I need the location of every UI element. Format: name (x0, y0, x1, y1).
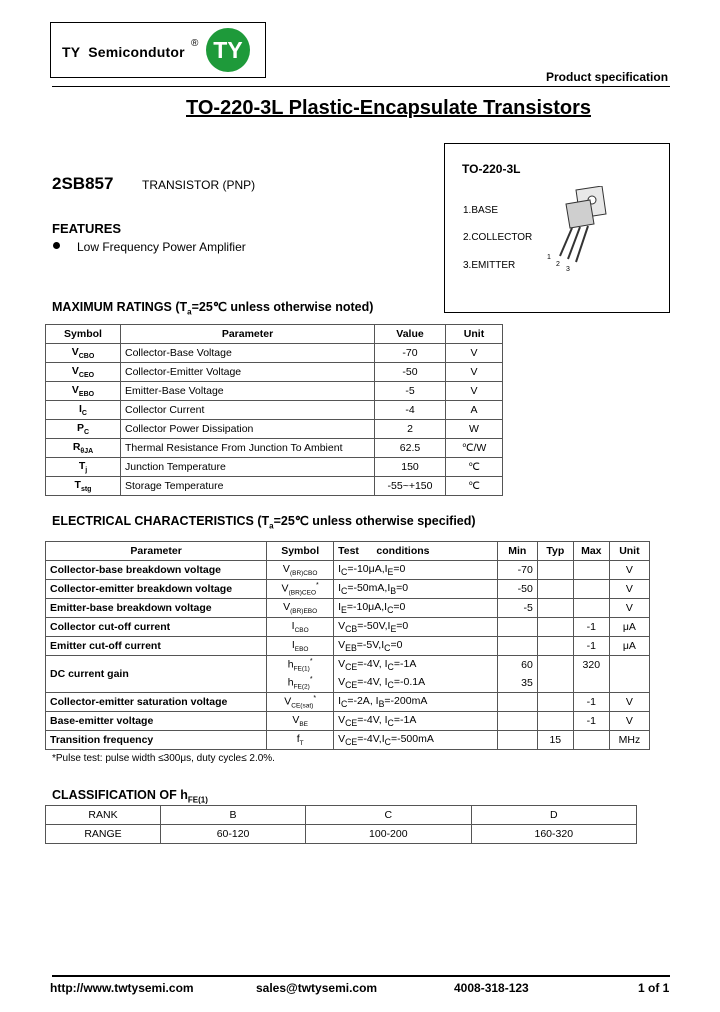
bullet-icon (53, 242, 60, 249)
col-symbol: Symbol (267, 542, 334, 561)
symbol-cell: $V_{CE(sat)}^*$ (267, 693, 334, 712)
table-row (46, 458, 503, 477)
unit-cell: V (609, 599, 649, 618)
unit-cell: μA (609, 637, 649, 656)
parameter-cell: Collector Power Dissipation (121, 420, 375, 439)
condition-cell: $I_C=-2A$, $I_B=-200mA$ (334, 693, 498, 712)
range-b: 60-120 (161, 825, 306, 844)
page-title: TO-220-3L Plastic-Encapsulate Transistors (186, 97, 591, 119)
col-max: Max (573, 542, 609, 561)
col-symbol: Symbol (46, 325, 121, 344)
col-parameter: Parameter (121, 325, 375, 344)
value-cell: -55~+150 (375, 477, 446, 496)
phone-number: 4008-318-123 (454, 981, 529, 995)
email-link[interactable]: sales@twtysemi.com (256, 981, 378, 995)
unit-cell: V (609, 712, 649, 731)
typ-cell (537, 561, 573, 580)
unit-cell: V (446, 363, 503, 382)
table-row (46, 401, 503, 420)
symbol-cell: $T_j$ (46, 458, 121, 477)
range-d: 160-320 (471, 825, 636, 844)
parameter-cell: Collector-Base Voltage (121, 344, 375, 363)
condition-cell: $V_{CE}=-4V$, $I_C=-0.1A$ (334, 674, 498, 693)
min-cell (497, 731, 537, 750)
unit-cell: W (446, 420, 503, 439)
table-row (46, 599, 650, 618)
symbol-cell: $I_C$ (46, 401, 121, 420)
company-name: TY Semicondutor (62, 44, 185, 60)
condition-cell: $I_C=-50mA,I_B=0$ (334, 580, 498, 599)
col-value: Value (375, 325, 446, 344)
value-cell: -4 (375, 401, 446, 420)
pin-3-label: 3.EMITTER (463, 260, 516, 271)
symbol-cell: $I_{CBO}$ (267, 618, 334, 637)
table-row (46, 656, 650, 675)
min-cell: 60 (497, 656, 537, 675)
unit-cell: V (446, 344, 503, 363)
table-row (46, 420, 503, 439)
table-row (46, 693, 650, 712)
features-heading: FEATURES (52, 221, 122, 236)
min-cell (497, 637, 537, 656)
symbol-cell: $V_{BE}$ (267, 712, 334, 731)
range-label: RANGE (46, 825, 161, 844)
parameter-cell: Storage Temperature (121, 477, 375, 496)
table-row (46, 637, 650, 656)
pin-number-2: 2 (556, 261, 560, 268)
package-name: TO-220-3L (462, 162, 521, 176)
footer-divider (52, 975, 670, 977)
table-row (46, 477, 503, 496)
parameter-cell: Emitter cut-off current (46, 637, 267, 656)
part-type: TRANSISTOR (PNP) (142, 178, 256, 192)
min-cell (497, 712, 537, 731)
parameter-cell: Collector-emitter saturation voltage (46, 693, 267, 712)
table-row (46, 731, 650, 750)
parameter-cell: Collector-base breakdown voltage (46, 561, 267, 580)
typ-cell (537, 656, 573, 693)
symbol-cell: $P_C$ (46, 420, 121, 439)
pin-1-label: 1.BASE (463, 205, 499, 216)
max-cell: -1 (573, 712, 609, 731)
symbol-cell: $T_{stg}$ (46, 477, 121, 496)
unit-cell: MHz (609, 731, 649, 750)
pulse-test-note: *Pulse test: pulse width ≤300μs, duty cycle≤ 2.0%. (52, 753, 275, 764)
table-row (46, 439, 503, 458)
rank-label: RANK (46, 806, 161, 825)
table-row (46, 344, 503, 363)
symbol-cell: $R_{\theta JA}$ (46, 439, 121, 458)
electrical-heading: ELECTRICAL CHARACTERISTICS ($T_a=25℃$ unless otherwise specified) (52, 514, 476, 531)
typ-cell (537, 618, 573, 637)
symbol-cell: $V_{(BR)CEO}^*$ (267, 580, 334, 599)
max-cell: -1 (573, 618, 609, 637)
rank-b: B (161, 806, 306, 825)
parameter-cell: Junction Temperature (121, 458, 375, 477)
rank-d: D (471, 806, 636, 825)
unit-cell: V (609, 561, 649, 580)
condition-cell: $V_{CB}=-50V,I_E=0$ (334, 618, 498, 637)
unit-cell: ℃/W (446, 439, 503, 458)
typ-cell (537, 599, 573, 618)
parameter-cell: Collector-Emitter Voltage (121, 363, 375, 382)
symbol-cell: $V_{EBO}$ (46, 382, 121, 401)
unit-cell: V (609, 580, 649, 599)
symbol-cell: $I_{EBO}$ (267, 637, 334, 656)
unit-cell: ℃ (446, 477, 503, 496)
unit-cell: μA (609, 618, 649, 637)
min-cell (497, 618, 537, 637)
symbol-cell: $h_{FE(2)}^*$ (267, 674, 334, 693)
parameter-cell: Transition frequency (46, 731, 267, 750)
min-cell: -70 (497, 561, 537, 580)
col-min: Min (497, 542, 537, 561)
max-cell: -1 (573, 693, 609, 712)
pin-number-3: 3 (566, 266, 570, 273)
max-ratings-heading: MAXIMUM RATINGS ($T_a=25℃$ unless otherwise noted) (52, 300, 374, 317)
condition-cell: $V_{CE}=-4V$, $I_C=-1A$ (334, 712, 498, 731)
min-cell (497, 693, 537, 712)
electrical-table (45, 541, 650, 750)
page-number: 1 of 1 (638, 981, 670, 995)
to220-package-icon (540, 186, 620, 272)
col-parameter: Parameter (46, 542, 267, 561)
table-row (46, 712, 650, 731)
symbol-cell: $f_T$ (267, 731, 334, 750)
parameter-cell: Emitter-Base Voltage (121, 382, 375, 401)
part-number: 2SB857 (52, 174, 114, 193)
table-row (46, 363, 503, 382)
max-cell (573, 674, 609, 693)
website-link[interactable]: http://www.twtysemi.com (50, 981, 194, 995)
parameter-cell: Collector Current (121, 401, 375, 420)
condition-cell: $I_E=-10\mu A,I_C=0$ (334, 599, 498, 618)
max-cell (573, 731, 609, 750)
max-cell (573, 561, 609, 580)
condition-cell: $I_C=-10\mu A,I_E=0$ (334, 561, 498, 580)
logo-mark-text: TY (213, 37, 243, 63)
table-row (46, 561, 650, 580)
value-cell: -5 (375, 382, 446, 401)
value-cell: -50 (375, 363, 446, 382)
col-typ: Typ (537, 542, 573, 561)
value-cell: 2 (375, 420, 446, 439)
condition-cell: $V_{CE}=-4V$, $I_C=-1A$ (334, 656, 498, 675)
rank-c: C (306, 806, 471, 825)
unit-cell (609, 656, 649, 693)
parameter-cell: Collector cut-off current (46, 618, 267, 637)
min-cell: -5 (497, 599, 537, 618)
parameter-cell: Emitter-base breakdown voltage (46, 599, 267, 618)
max-ratings-table (45, 324, 503, 496)
registered-mark: ® (191, 38, 199, 49)
pin-2-label: 2.COLLECTOR (463, 232, 533, 243)
doc-type: Product specification (546, 70, 669, 84)
typ-cell (537, 580, 573, 599)
max-cell (573, 580, 609, 599)
classification-heading: CLASSIFICATION OF $h_{FE(1)}$ (52, 788, 208, 805)
feature-item: Low Frequency Power Amplifier (77, 240, 246, 254)
parameter-cell: Collector-emitter breakdown voltage (46, 580, 267, 599)
pin-number-1: 1 (547, 254, 551, 261)
table-row (46, 618, 650, 637)
max-cell: 320 (573, 656, 609, 675)
col-test-conditions: Test conditions (334, 542, 498, 561)
col-unit: Unit (446, 325, 503, 344)
table-row (46, 580, 650, 599)
condition-cell: $V_{CE}=-4V,I_C=-500mA$ (334, 731, 498, 750)
parameter-cell: DC current gain (46, 656, 267, 693)
unit-cell: A (446, 401, 503, 420)
range-c: 100-200 (306, 825, 471, 844)
unit-cell: V (609, 693, 649, 712)
symbol-cell: $h_{FE(1)}^*$ (267, 656, 334, 675)
parameter-cell: Base-emitter voltage (46, 712, 267, 731)
symbol-cell: $V_{CBO}$ (46, 344, 121, 363)
condition-cell: $V_{EB}=-5V,I_C=0$ (334, 637, 498, 656)
value-cell: -70 (375, 344, 446, 363)
typ-cell (537, 637, 573, 656)
max-cell: -1 (573, 637, 609, 656)
min-cell: -50 (497, 580, 537, 599)
value-cell: 150 (375, 458, 446, 477)
symbol-cell: $V_{(BR)CBO}$ (267, 561, 334, 580)
symbol-cell: $V_{CEO}$ (46, 363, 121, 382)
symbol-cell: $V_{(BR)EBO}$ (267, 599, 334, 618)
unit-cell: V (446, 382, 503, 401)
value-cell: 62.5 (375, 439, 446, 458)
unit-cell: ℃ (446, 458, 503, 477)
typ-cell: 15 (537, 731, 573, 750)
parameter-cell: Thermal Resistance From Junction To Ambient (121, 439, 375, 458)
table-row (46, 382, 503, 401)
typ-cell (537, 693, 573, 712)
col-unit: Unit (609, 542, 649, 561)
typ-cell (537, 712, 573, 731)
max-cell (573, 599, 609, 618)
classification-table (45, 805, 637, 844)
min-cell: 35 (497, 674, 537, 693)
header-divider (52, 86, 670, 87)
